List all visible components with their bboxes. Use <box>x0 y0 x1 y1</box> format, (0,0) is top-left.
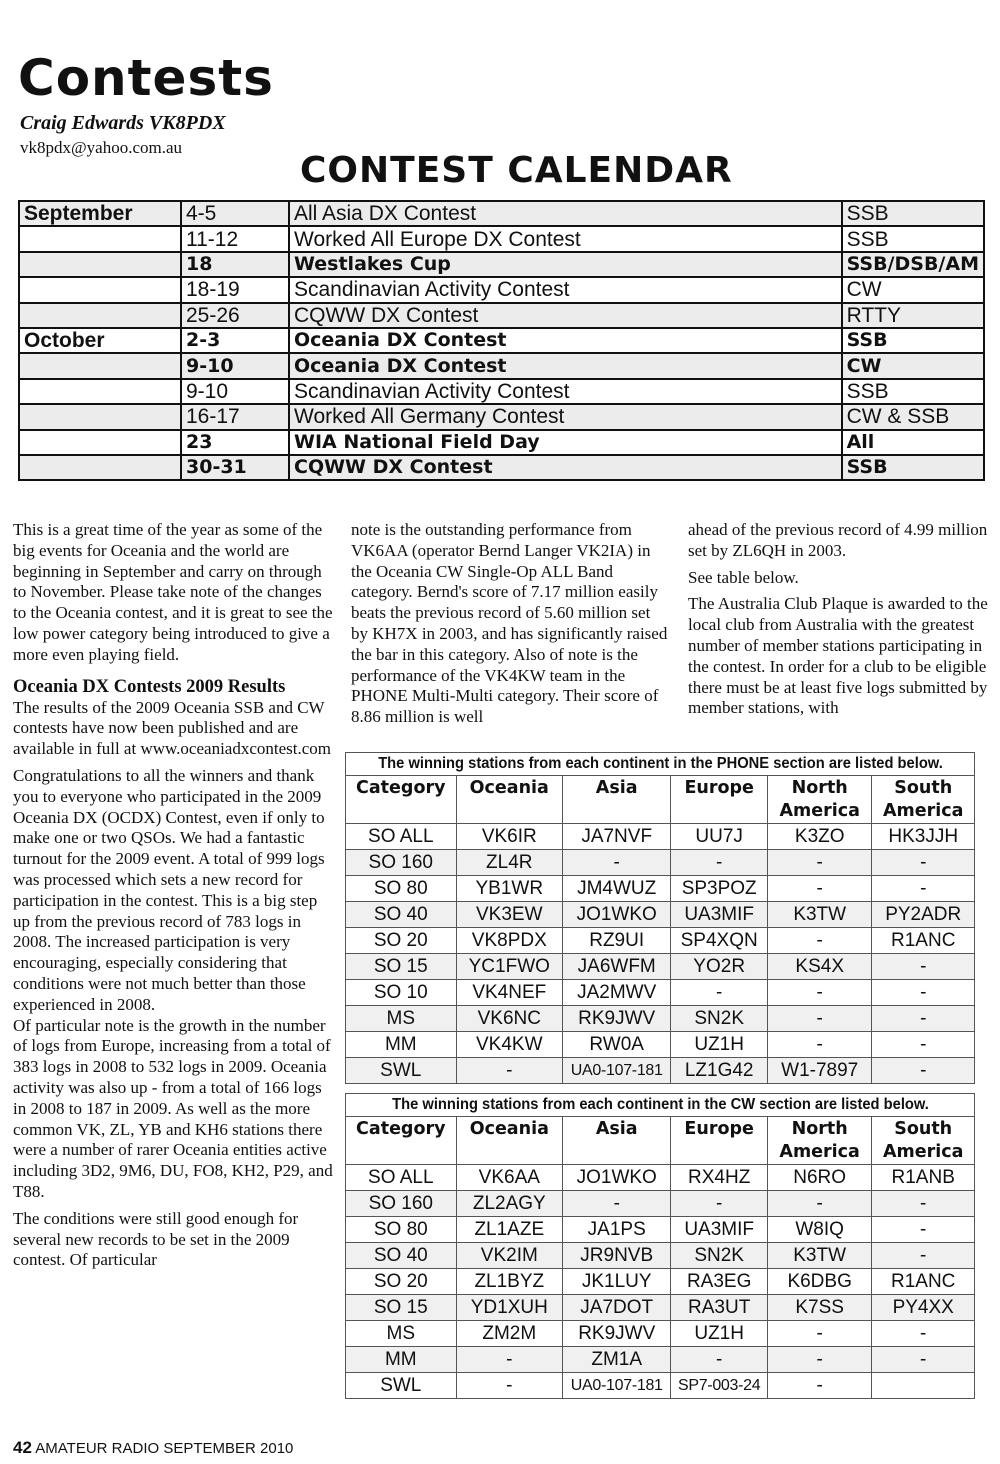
calendar-dates: 30-31 <box>181 455 289 480</box>
contest-name: WIA National Field Day <box>289 430 842 455</box>
station-cell: YO2R <box>671 954 768 980</box>
table-row <box>346 850 975 876</box>
calendar-dates: 2-3 <box>181 328 289 353</box>
station-cell: UA3MIF <box>671 902 768 928</box>
table-row <box>346 1295 975 1321</box>
station-cell: VK6AA <box>456 1165 562 1191</box>
calendar-month <box>19 455 181 480</box>
calendar-month <box>19 303 181 328</box>
category-cell: SWL <box>346 1373 457 1399</box>
contest-name: Worked All Germany Contest <box>289 404 842 429</box>
calendar-row <box>19 353 984 378</box>
table-row <box>346 902 975 928</box>
contest-name: Worked All Europe DX Contest <box>289 226 842 251</box>
station-cell: - <box>872 1032 975 1058</box>
contest-mode: All <box>842 430 984 455</box>
table-header: North America <box>767 776 871 824</box>
table-row <box>346 954 975 980</box>
contest-name: CQWW DX Contest <box>289 303 842 328</box>
station-cell: R1ANC <box>872 1269 975 1295</box>
station-cell: K3ZO <box>767 824 871 850</box>
station-cell: - <box>767 1347 872 1373</box>
station-cell: - <box>872 1191 975 1217</box>
table-header: South America <box>872 1117 975 1165</box>
calendar-row <box>19 277 984 302</box>
calendar-row <box>19 303 984 328</box>
station-cell: ZL1AZE <box>456 1217 562 1243</box>
station-cell: ZL2AGY <box>456 1191 562 1217</box>
station-cell: JR9NVB <box>563 1243 671 1269</box>
station-cell: - <box>456 1347 562 1373</box>
station-cell: JA2MWV <box>563 980 671 1006</box>
cw-table-caption: The winning stations from each continent in the CW section are listed below. <box>371 1094 950 1117</box>
station-cell: SP7-003-24 <box>671 1373 767 1399</box>
article-paragraph: The conditions were still good enough for several new records to be set in the 2009 contest. Of particular <box>13 1208 299 1270</box>
category-cell: SO 80 <box>346 876 457 902</box>
calendar-row <box>19 201 984 226</box>
station-cell: - <box>563 1191 671 1217</box>
calendar-row <box>19 328 984 353</box>
table-header: South America <box>872 776 975 824</box>
station-cell: JA7DOT <box>563 1295 671 1321</box>
calendar-row <box>19 226 984 251</box>
category-cell: SO 10 <box>346 980 457 1006</box>
calendar-dates: 18-19 <box>181 277 289 302</box>
station-cell: - <box>456 1373 562 1399</box>
contest-mode: SSB <box>842 201 984 226</box>
phone-table-caption: The winning stations from each continent in the PHONE section are listed below. <box>371 753 950 776</box>
table-row <box>346 1347 975 1373</box>
station-cell: N6RO <box>767 1165 872 1191</box>
table-row <box>346 980 975 1006</box>
station-cell: - <box>767 928 871 954</box>
contest-mode: CW & SSB <box>842 404 984 429</box>
station-cell: VK6IR <box>456 824 562 850</box>
category-cell: SO 40 <box>346 902 457 928</box>
cw-results-table <box>345 1093 975 1399</box>
station-cell: RK9JWV <box>563 1006 671 1032</box>
article-column-1 <box>13 520 333 1277</box>
article-paragraph: The Australia Club Plaque is awarded to the local club from Australia with the greatest number of member stations participating in the contest. In order for a club to be eligible there must be at least five logs submitted by member stations, with <box>688 594 988 718</box>
contest-name: CQWW DX Contest <box>289 455 842 480</box>
article-paragraph: note is the outstanding performance from VK6AA (operator Bernd Langer VK2IA) in the Oceania CW Single-Op ALL Band category. Bernd's score of 7.17 million easily beats the previous record of 5.60 million set by KH7X in 2003, and has significantly raised the bar in this category. Also of note is the performance of the VK4KW team in the PHONE Multi-Multi category. Their score of 8.86 million is well <box>351 520 668 727</box>
station-cell: ZM2M <box>456 1321 562 1347</box>
station-cell: PY2ADR <box>872 902 975 928</box>
calendar-row <box>19 252 984 277</box>
contest-calendar-table <box>18 200 985 481</box>
author-email: vk8pdx@yahoo.com.au <box>20 138 183 157</box>
station-cell: - <box>872 1006 975 1032</box>
category-cell: MM <box>346 1032 457 1058</box>
table-header: Europe <box>671 776 768 824</box>
station-cell: - <box>872 1058 975 1084</box>
table-header: Category <box>346 776 457 824</box>
station-cell: - <box>872 850 975 876</box>
station-cell: SN2K <box>671 1243 767 1269</box>
article-paragraph: Of particular note is the growth in the number of logs from Europe, increasing from a total of 383 logs in 2008 to 532 logs in 2009. Oceania activity was also up - from a total of 166 logs in 2008 to 187 in 2009. As well as the more common VK, ZL, YB and KH6 stations there were a number of rarer Oceania entities active including 3D2, 9M6, DU, FO8, KH2, P29, and T88. <box>13 1015 333 1201</box>
station-cell: KS4X <box>767 954 871 980</box>
table-header: North America <box>767 1117 872 1165</box>
contest-name: Westlakes Cup <box>289 252 842 277</box>
table-row <box>346 824 975 850</box>
station-cell: - <box>872 1347 975 1373</box>
station-cell: YC1FWO <box>456 954 562 980</box>
station-cell: PY4XX <box>872 1295 975 1321</box>
station-cell: RK9JWV <box>563 1321 671 1347</box>
station-cell: W1-7897 <box>767 1058 871 1084</box>
results-heading: Oceania DX Contests 2009 Results <box>13 676 286 697</box>
calendar-dates: 4-5 <box>181 201 289 226</box>
contest-mode: SSB <box>842 226 984 251</box>
article-paragraph: ahead of the previous record of 4.99 million set by ZL6QH in 2003. <box>688 520 988 560</box>
station-cell: SN2K <box>671 1006 768 1032</box>
station-cell: - <box>563 850 671 876</box>
article-column-2 <box>351 520 671 734</box>
station-cell: - <box>767 1191 872 1217</box>
article-paragraph: The results of the 2009 Oceania SSB and CW contests have now been published and are available in full at www.oceaniadxcontest.com <box>13 697 332 759</box>
station-cell: RW0A <box>563 1032 671 1058</box>
station-cell: - <box>767 1006 871 1032</box>
station-cell: UZ1H <box>671 1032 768 1058</box>
table-row <box>346 1058 975 1084</box>
station-cell: K6DBG <box>767 1269 872 1295</box>
station-cell: - <box>671 980 768 1006</box>
table-row <box>346 928 975 954</box>
station-cell: YD1XUH <box>456 1295 562 1321</box>
station-cell: - <box>767 1032 871 1058</box>
station-cell: UU7J <box>671 824 768 850</box>
station-cell: UA0-107-181 <box>563 1373 671 1399</box>
station-cell: RZ9UI <box>563 928 671 954</box>
article-paragraph: Congratulations to all the winners and thank you to everyone who participated in the 2009 Oceania DX (OCDX) Contest, even if only to make one or two QSOs. We had a fantastic turnout for the 2009 event. A total of 999 logs was processed which sets a new record for participation in the contest. This is a big step up from the previous record of 783 logs in 2008. The increased participation is very encouraging, especially considering that conditions were not much better than those experienced in 2008. <box>13 765 325 1014</box>
station-cell: - <box>767 1373 872 1399</box>
contest-name: All Asia DX Contest <box>289 201 842 226</box>
calendar-month <box>19 353 181 378</box>
station-cell: - <box>456 1058 562 1084</box>
table-header: Oceania <box>456 1117 562 1165</box>
contest-mode: SSB <box>842 379 984 404</box>
calendar-dates: 11-12 <box>181 226 289 251</box>
station-cell: VK8PDX <box>456 928 562 954</box>
calendar-dates: 16-17 <box>181 404 289 429</box>
station-cell: - <box>872 1243 975 1269</box>
contest-mode: CW <box>842 277 984 302</box>
station-cell: R1ANC <box>872 928 975 954</box>
station-cell: K3TW <box>767 902 871 928</box>
station-cell: JA1PS <box>563 1217 671 1243</box>
table-row <box>346 1032 975 1058</box>
calendar-dates: 9-10 <box>181 353 289 378</box>
category-cell: SO 40 <box>346 1243 457 1269</box>
contest-name: Oceania DX Contest <box>289 353 842 378</box>
table-row <box>346 1191 975 1217</box>
category-cell: SO 15 <box>346 954 457 980</box>
category-cell: MS <box>346 1006 457 1032</box>
station-cell: JM4WUZ <box>563 876 671 902</box>
station-cell: JK1LUY <box>563 1269 671 1295</box>
table-row <box>346 1006 975 1032</box>
station-cell: ZL1BYZ <box>456 1269 562 1295</box>
station-cell: JO1WKO <box>563 1165 671 1191</box>
table-row <box>346 1243 975 1269</box>
station-cell: JA7NVF <box>563 824 671 850</box>
table-header: Asia <box>563 1117 671 1165</box>
contest-mode: SSB <box>842 328 984 353</box>
calendar-dates: 18 <box>181 252 289 277</box>
table-header: Category <box>346 1117 457 1165</box>
category-cell: SO 15 <box>346 1295 457 1321</box>
table-row <box>346 1269 975 1295</box>
contest-name: Scandinavian Activity Contest <box>289 379 842 404</box>
calendar-row <box>19 379 984 404</box>
station-cell <box>872 1373 975 1399</box>
station-cell: VK4NEF <box>456 980 562 1006</box>
calendar-month <box>19 252 181 277</box>
page-footer <box>13 1438 293 1458</box>
station-cell: - <box>872 1321 975 1347</box>
table-row <box>346 1165 975 1191</box>
page-number: 42 <box>13 1438 32 1457</box>
author-name: Craig Edwards VK8PDX <box>20 112 226 134</box>
calendar-month <box>19 430 181 455</box>
station-cell: RA3UT <box>671 1295 767 1321</box>
station-cell: UA0-107-181 <box>563 1058 671 1084</box>
table-header: Oceania <box>456 776 562 824</box>
category-cell: SO 160 <box>346 1191 457 1217</box>
calendar-dates: 23 <box>181 430 289 455</box>
station-cell: VK4KW <box>456 1032 562 1058</box>
contest-mode: SSB <box>842 455 984 480</box>
station-cell: ZL4R <box>456 850 562 876</box>
calendar-dates: 25-26 <box>181 303 289 328</box>
category-cell: SO ALL <box>346 824 457 850</box>
calendar-row <box>19 404 984 429</box>
station-cell: JA6WFM <box>563 954 671 980</box>
station-cell: - <box>767 876 871 902</box>
station-cell: - <box>872 1217 975 1243</box>
station-cell: SP3POZ <box>671 876 768 902</box>
table-header: Europe <box>671 1117 767 1165</box>
station-cell: YB1WR <box>456 876 562 902</box>
contest-name: Scandinavian Activity Contest <box>289 277 842 302</box>
calendar-month <box>19 277 181 302</box>
station-cell: SP4XQN <box>671 928 768 954</box>
contest-mode: CW <box>842 353 984 378</box>
contest-mode: RTTY <box>842 303 984 328</box>
station-cell: - <box>767 980 871 1006</box>
publication-info: AMATEUR RADIO SEPTEMBER 2010 <box>35 1440 294 1457</box>
station-cell: JO1WKO <box>563 902 671 928</box>
calendar-title: CONTEST CALENDAR <box>300 150 733 191</box>
table-row <box>346 1217 975 1243</box>
station-cell: RA3EG <box>671 1269 767 1295</box>
intro-paragraph: This is a great time of the year as some of the big events for Oceania and the world are beginning in September and carry on through to November. Please take note of the changes to the Oceania contest, and it is great to see the low power category being introduced to give a more even playing field. <box>13 520 333 664</box>
calendar-month <box>19 404 181 429</box>
station-cell: W8IQ <box>767 1217 872 1243</box>
station-cell: VK3EW <box>456 902 562 928</box>
category-cell: SO ALL <box>346 1165 457 1191</box>
category-cell: SO 20 <box>346 928 457 954</box>
category-cell: MS <box>346 1321 457 1347</box>
table-row <box>346 1373 975 1399</box>
station-cell: ZM1A <box>563 1347 671 1373</box>
calendar-month: September <box>19 201 181 226</box>
contest-mode: SSB/DSB/AM <box>842 252 984 277</box>
station-cell: LZ1G42 <box>671 1058 768 1084</box>
phone-results-table <box>345 752 975 1084</box>
article-column-3 <box>688 520 988 725</box>
station-cell: - <box>872 980 975 1006</box>
station-cell: - <box>671 850 768 876</box>
station-cell: VK2IM <box>456 1243 562 1269</box>
category-cell: SWL <box>346 1058 457 1084</box>
station-cell: K7SS <box>767 1295 872 1321</box>
station-cell: - <box>671 1191 767 1217</box>
contest-name: Oceania DX Contest <box>289 328 842 353</box>
station-cell: - <box>872 876 975 902</box>
category-cell: MM <box>346 1347 457 1373</box>
table-row <box>346 876 975 902</box>
station-cell: - <box>767 850 871 876</box>
category-cell: SO 160 <box>346 850 457 876</box>
table-header: Asia <box>563 776 671 824</box>
station-cell: - <box>872 954 975 980</box>
section-title: Contests <box>18 49 274 107</box>
station-cell: R1ANB <box>872 1165 975 1191</box>
station-cell: VK6NC <box>456 1006 562 1032</box>
station-cell: HK3JJH <box>872 824 975 850</box>
table-row <box>346 1321 975 1347</box>
station-cell: UZ1H <box>671 1321 767 1347</box>
station-cell: RX4HZ <box>671 1165 767 1191</box>
calendar-row <box>19 430 984 455</box>
category-cell: SO 80 <box>346 1217 457 1243</box>
article-paragraph: See table below. <box>688 567 799 587</box>
calendar-row <box>19 455 984 480</box>
station-cell: UA3MIF <box>671 1217 767 1243</box>
calendar-dates: 9-10 <box>181 379 289 404</box>
station-cell: - <box>767 1321 872 1347</box>
station-cell: - <box>671 1347 767 1373</box>
calendar-month <box>19 379 181 404</box>
station-cell: K3TW <box>767 1243 872 1269</box>
calendar-month: October <box>19 328 181 353</box>
category-cell: SO 20 <box>346 1269 457 1295</box>
calendar-month <box>19 226 181 251</box>
